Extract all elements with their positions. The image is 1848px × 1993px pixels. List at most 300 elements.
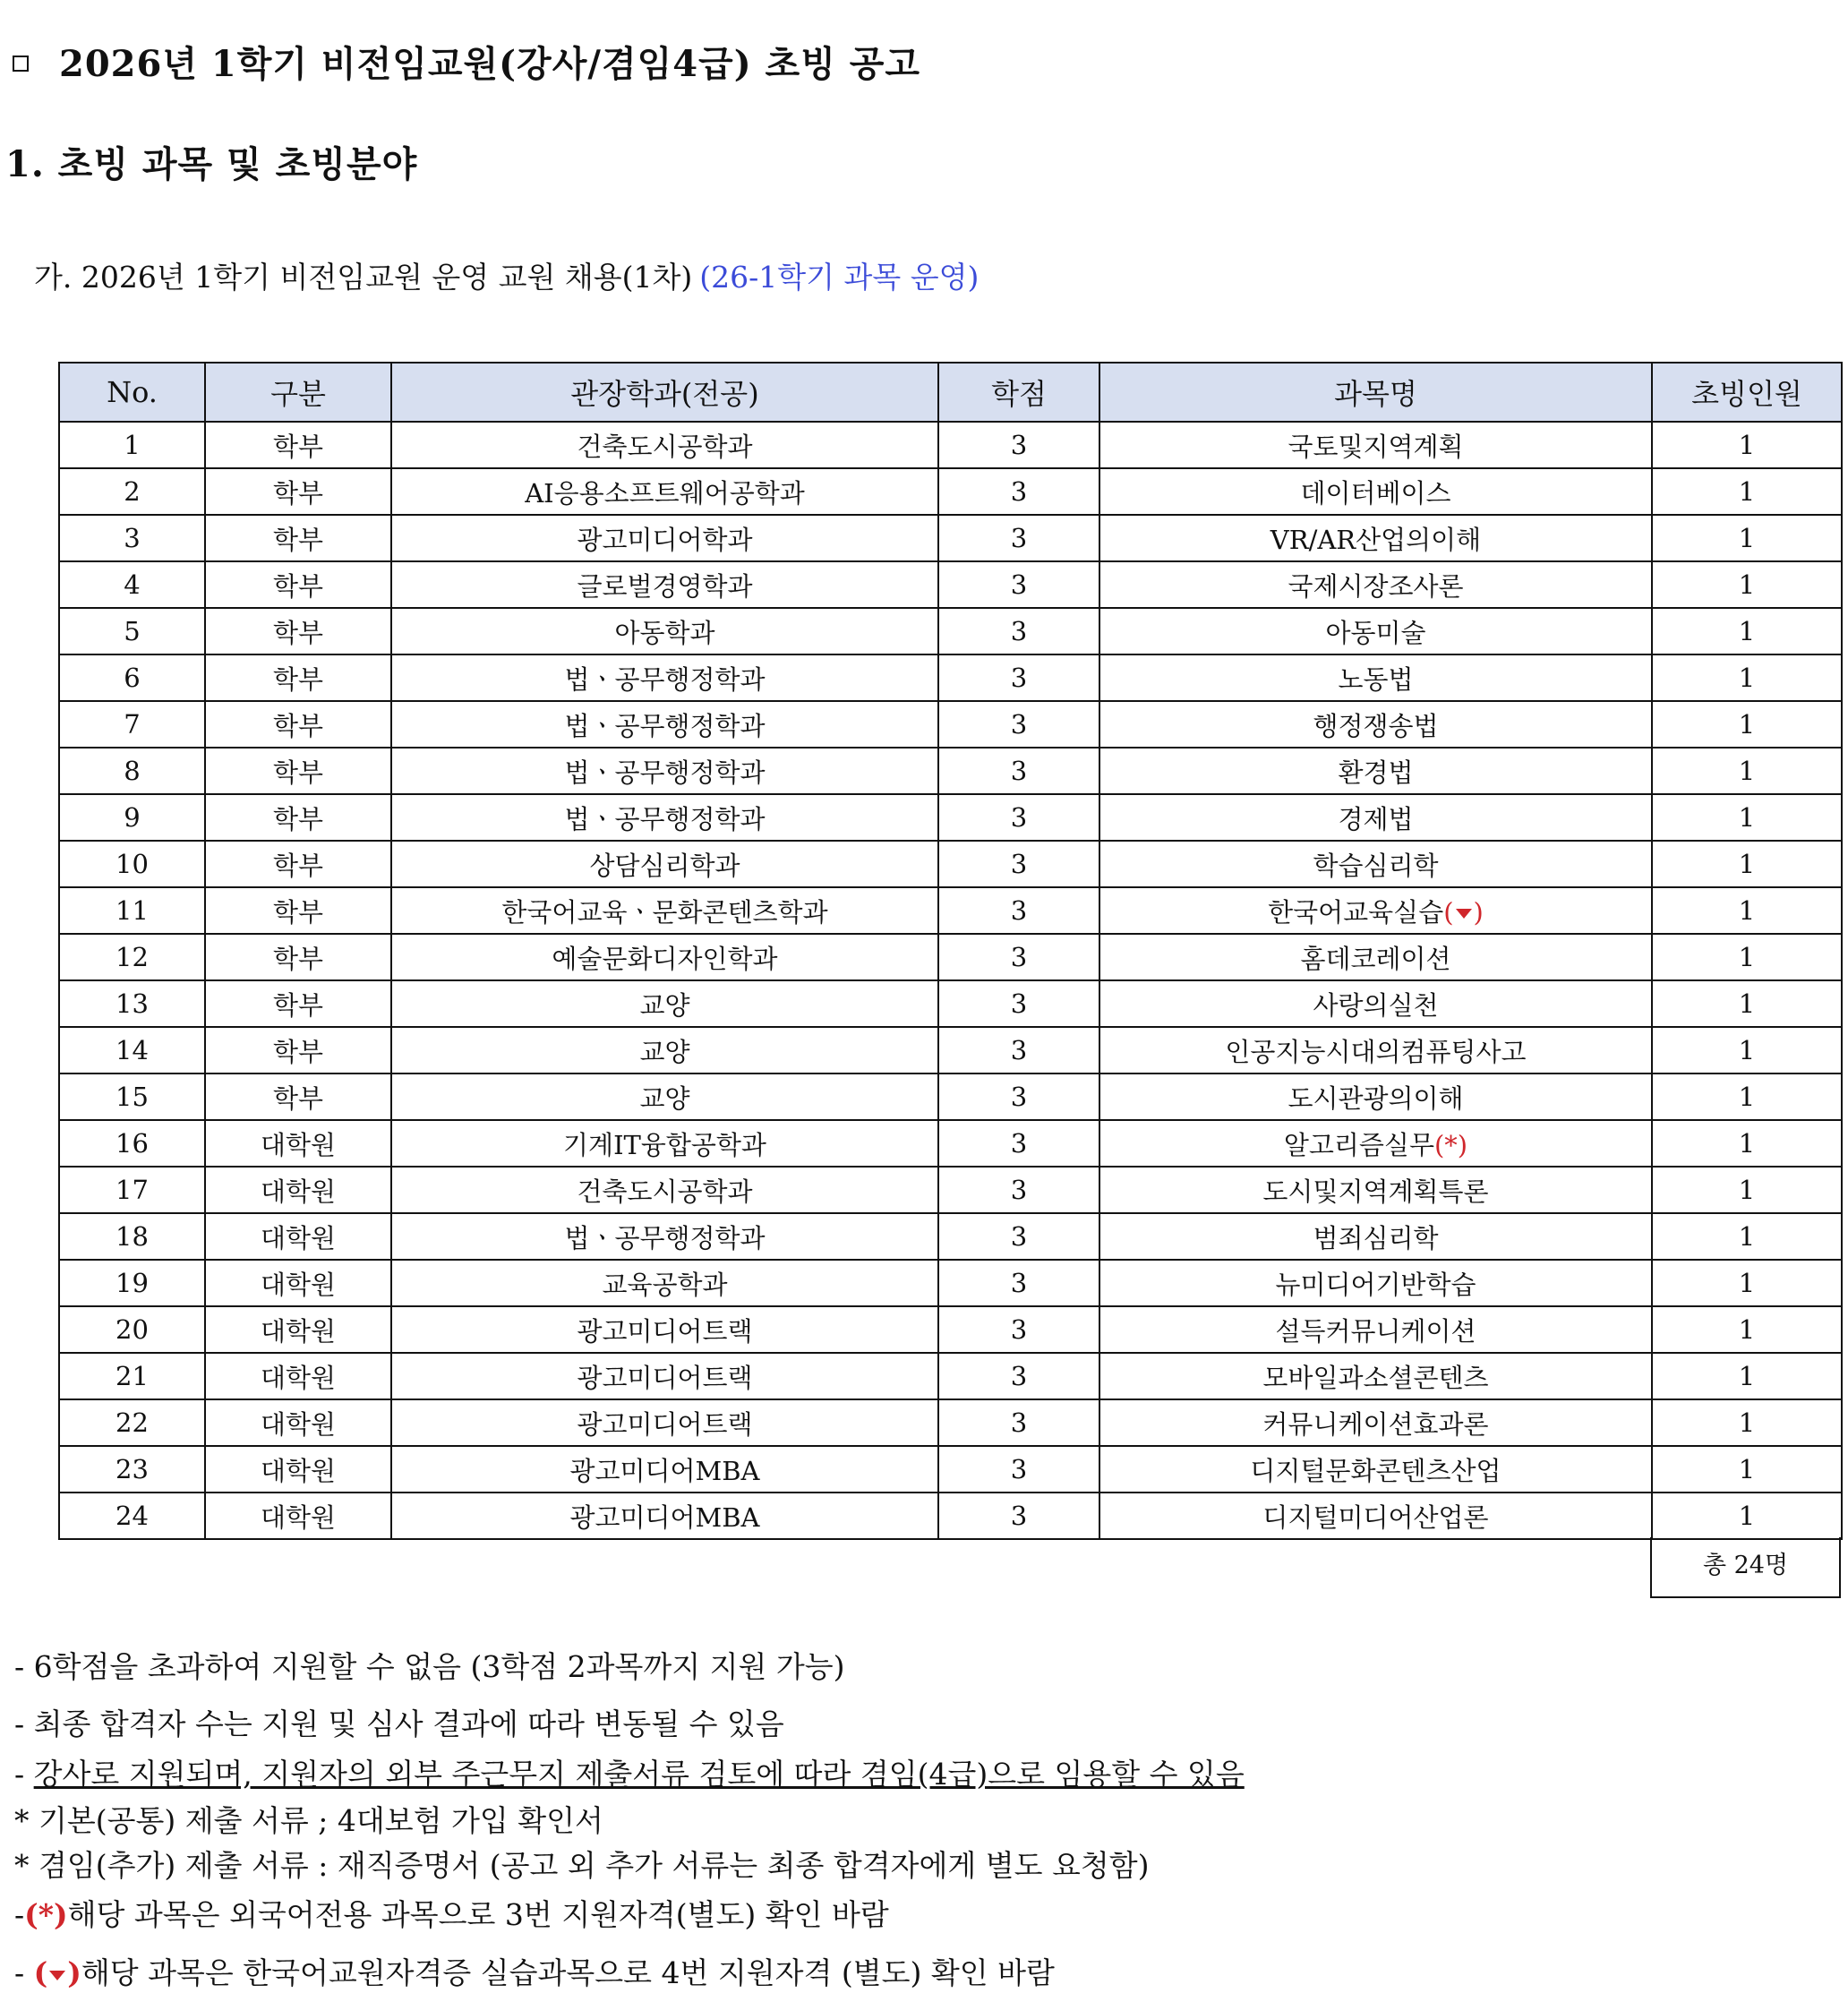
cell-count-text: 1	[1738, 849, 1756, 879]
cell-no-text: 15	[116, 1082, 149, 1112]
table-body	[59, 422, 1842, 1539]
cell-course-text: 범죄심리학	[1313, 1222, 1439, 1253]
cell-credit	[938, 748, 1099, 794]
cell-credit	[938, 468, 1099, 515]
cell-dept	[391, 1399, 938, 1446]
table-row	[59, 468, 1842, 515]
cell-no	[59, 1446, 205, 1493]
cell-dept-text: 한국어교육ㆍ문화콘텐츠학과	[501, 896, 828, 928]
cell-credit-text: 3	[1010, 523, 1028, 553]
cell-count-text: 1	[1738, 895, 1756, 926]
cell-credit-text: 3	[1010, 756, 1028, 786]
cell-count-text: 1	[1738, 1501, 1756, 1531]
cell-credit-text: 3	[1010, 942, 1028, 972]
cell-type-text: 대학원	[260, 1315, 337, 1347]
cell-type	[205, 561, 391, 608]
cell-dept-text: 법ㆍ공무행정학과	[564, 803, 766, 834]
cell-no	[59, 1306, 205, 1353]
cell-credit	[938, 561, 1099, 608]
square-bullet-icon	[13, 56, 29, 72]
cell-type	[205, 1120, 391, 1167]
cell-dept	[391, 1353, 938, 1399]
cell-credit-text: 3	[1010, 1221, 1028, 1252]
cell-dept-text: 교양	[639, 1036, 690, 1067]
cell-dept	[391, 561, 938, 608]
cell-dept	[391, 422, 938, 468]
cell-no-text: 18	[116, 1221, 149, 1252]
cell-count	[1652, 1120, 1842, 1167]
cell-count	[1652, 468, 1842, 515]
cell-count	[1652, 887, 1842, 934]
cell-type	[205, 980, 391, 1027]
cell-no-text: 21	[116, 1361, 149, 1391]
cell-dept-text: 광고미디어학과	[577, 524, 753, 555]
cell-credit	[938, 608, 1099, 654]
cell-credit	[938, 1120, 1099, 1167]
cell-credit	[938, 887, 1099, 934]
page-title-text: 2026년 1학기 비전임교원(강사/겸임4급) 초빙 공고	[59, 43, 921, 85]
cell-count-text: 1	[1738, 1268, 1756, 1298]
cell-type	[205, 1399, 391, 1446]
cell-type-text: 대학원	[260, 1455, 337, 1486]
cell-no-text: 23	[116, 1454, 149, 1484]
cell-course	[1099, 1306, 1652, 1353]
cell-dept	[391, 1493, 938, 1539]
cell-type	[205, 794, 391, 841]
triangle-mark: ( )	[1443, 896, 1484, 928]
cell-credit-text: 3	[1010, 430, 1028, 460]
header-type: 구분	[205, 363, 391, 422]
cell-type-text: 학부	[272, 1082, 324, 1114]
cell-no-text: 20	[116, 1314, 149, 1345]
cell-credit	[938, 1399, 1099, 1446]
cell-no	[59, 422, 205, 468]
cell-dept-text: 교양	[639, 989, 690, 1021]
triangle-down-icon	[1456, 909, 1472, 919]
subsection-title	[34, 254, 979, 296]
header-no: No.	[59, 363, 205, 422]
note-foreign-text: 해당 과목은 외국어전용 과목으로 3번 지원자격(별도) 확인 바람	[67, 1897, 889, 1932]
cell-no	[59, 794, 205, 841]
cell-credit	[938, 422, 1099, 468]
cell-course-text: 한국어교육실습	[1268, 896, 1444, 928]
cell-dept	[391, 748, 938, 794]
cell-credit-text: 3	[1010, 1035, 1028, 1065]
cell-count	[1652, 422, 1842, 468]
cell-type-text: 학부	[272, 757, 324, 788]
cell-course-text: 아동미술	[1325, 617, 1426, 648]
cell-no-text: 13	[116, 988, 149, 1019]
cell-course-text: 커뮤니케이션효과론	[1262, 1408, 1489, 1440]
cell-no-text: 11	[116, 895, 149, 926]
cell-type	[205, 1306, 391, 1353]
table-row	[59, 1167, 1842, 1213]
cell-type-text: 학부	[272, 943, 324, 974]
table-row	[59, 422, 1842, 468]
cell-course-text: VR/AR산업의이해	[1270, 524, 1482, 555]
cell-course-text: 뉴미디어기반학습	[1275, 1269, 1476, 1300]
cell-dept	[391, 1073, 938, 1120]
cell-type	[205, 515, 391, 561]
cell-count-text: 1	[1738, 1407, 1756, 1438]
cell-no	[59, 1073, 205, 1120]
cell-type	[205, 422, 391, 468]
page-title	[13, 36, 920, 87]
cell-credit	[938, 980, 1099, 1027]
cell-credit-text: 3	[1010, 1175, 1028, 1205]
cell-no-text: 7	[124, 709, 141, 740]
table-row	[59, 515, 1842, 561]
table-row	[59, 980, 1842, 1027]
cell-course	[1099, 1120, 1652, 1167]
cell-count-text: 1	[1738, 988, 1756, 1019]
cell-count	[1652, 654, 1842, 701]
cell-type-text: 대학원	[260, 1269, 337, 1300]
cell-type	[205, 701, 391, 748]
cell-course-text: 설득커뮤니케이션	[1275, 1315, 1476, 1347]
cell-type	[205, 934, 391, 980]
cell-type	[205, 1027, 391, 1073]
cell-dept-text: 법ㆍ공무행정학과	[564, 663, 766, 695]
cell-type	[205, 887, 391, 934]
table-row	[59, 1027, 1842, 1073]
cell-count	[1652, 1353, 1842, 1399]
cell-dept	[391, 887, 938, 934]
recruitment-table	[58, 362, 1843, 1540]
section-title: 1. 초빙 과목 및 초빙분야	[5, 143, 418, 185]
header-dept: 관장학과(전공)	[391, 363, 938, 422]
cell-type	[205, 1260, 391, 1306]
cell-count-text: 1	[1738, 1221, 1756, 1252]
cell-dept-text: 교양	[639, 1082, 690, 1114]
cell-count-text: 1	[1738, 569, 1756, 600]
cell-dept	[391, 1120, 938, 1167]
cell-dept	[391, 701, 938, 748]
cell-no	[59, 654, 205, 701]
cell-dept-text: 교육공학과	[602, 1269, 728, 1300]
cell-no	[59, 701, 205, 748]
cell-type-text: 학부	[272, 1036, 324, 1067]
note-adjunct-docs: * 겸임(추가) 제출 서류 : 재직증명서 (공고 외 추가 서류는 최종 합격자에게 별도 요청함)	[14, 1848, 1150, 1883]
cell-dept-text: 상담심리학과	[589, 850, 740, 881]
table-row	[59, 748, 1842, 794]
cell-credit-text: 3	[1010, 569, 1028, 600]
cell-type	[205, 1493, 391, 1539]
total-count: 총 24명	[1650, 1537, 1841, 1598]
cell-dept-text: 광고미디어트랙	[577, 1408, 753, 1440]
cell-dept-text: 법ㆍ공무행정학과	[564, 757, 766, 788]
cell-no-text: 8	[124, 756, 141, 786]
cell-credit	[938, 1353, 1099, 1399]
cell-type	[205, 654, 391, 701]
cell-dept	[391, 841, 938, 887]
cell-count-text: 1	[1738, 1128, 1756, 1159]
cell-no	[59, 1399, 205, 1446]
cell-dept	[391, 1446, 938, 1493]
cell-course-text: 행정쟁송법	[1313, 710, 1439, 741]
cell-course-text: 도시및지역계획특론	[1262, 1176, 1489, 1207]
cell-no-text: 9	[124, 802, 141, 833]
cell-dept-text: 예술문화디자인학과	[552, 943, 778, 974]
cell-count-text: 1	[1738, 942, 1756, 972]
cell-no-text: 19	[116, 1268, 149, 1298]
table-row	[59, 1073, 1842, 1120]
table-row	[59, 608, 1842, 654]
cell-course	[1099, 934, 1652, 980]
cell-type-text: 학부	[272, 570, 324, 602]
cell-course	[1099, 794, 1652, 841]
cell-count-text: 1	[1738, 1035, 1756, 1065]
table-row	[59, 841, 1842, 887]
cell-course	[1099, 841, 1652, 887]
cell-count-text: 1	[1738, 1361, 1756, 1391]
cell-course-text: 학습심리학	[1313, 850, 1439, 881]
cell-dept-text: 광고미디어MBA	[569, 1455, 760, 1486]
cell-course-text: 홈데코레이션	[1300, 943, 1451, 974]
cell-dept-text: 광고미디어트랙	[577, 1362, 753, 1393]
cell-no	[59, 841, 205, 887]
cell-count	[1652, 1027, 1842, 1073]
cell-type	[205, 1213, 391, 1260]
cell-dept-text: 법ㆍ공무행정학과	[564, 1222, 766, 1253]
table-row	[59, 794, 1842, 841]
table-row	[59, 1446, 1842, 1493]
table-row	[59, 1120, 1842, 1167]
cell-credit	[938, 1167, 1099, 1213]
table-row	[59, 1306, 1842, 1353]
cell-type	[205, 1446, 391, 1493]
cell-type	[205, 1353, 391, 1399]
cell-count-text: 1	[1738, 1314, 1756, 1345]
cell-credit-text: 3	[1010, 663, 1028, 693]
note-appointment	[14, 1757, 1245, 1792]
cell-credit	[938, 1027, 1099, 1073]
cell-type-text: 학부	[272, 803, 324, 834]
cell-no	[59, 980, 205, 1027]
cell-no	[59, 748, 205, 794]
cell-no	[59, 1493, 205, 1539]
header-course: 과목명	[1099, 363, 1652, 422]
note-appointment-text: 강사로 지원되며, 지원자의 외부 주근무지 제출서류 검토에 따라 겸임(4급)으로 임용할 수 있음	[33, 1757, 1245, 1792]
cell-no-text: 22	[116, 1407, 149, 1438]
cell-credit-text: 3	[1010, 849, 1028, 879]
cell-dept-text: 글로벌경영학과	[577, 570, 753, 602]
cell-count	[1652, 1073, 1842, 1120]
cell-no	[59, 887, 205, 934]
table-row	[59, 887, 1842, 934]
cell-dept	[391, 934, 938, 980]
cell-count-text: 1	[1738, 1454, 1756, 1484]
cell-credit-text: 3	[1010, 1268, 1028, 1298]
cell-credit	[938, 515, 1099, 561]
cell-credit-text: 3	[1010, 988, 1028, 1019]
cell-no-text: 3	[124, 523, 141, 553]
cell-type-text: 대학원	[260, 1222, 337, 1253]
cell-no-text: 12	[116, 942, 149, 972]
cell-no-text: 24	[116, 1501, 149, 1531]
cell-type	[205, 468, 391, 515]
cell-dept-text: 아동학과	[614, 617, 715, 648]
table-row	[59, 1260, 1842, 1306]
cell-credit-text: 3	[1010, 1454, 1028, 1484]
cell-credit-text: 3	[1010, 1082, 1028, 1112]
cell-credit-text: 3	[1010, 895, 1028, 926]
cell-type-text: 학부	[272, 989, 324, 1021]
cell-credit-text: 3	[1010, 476, 1028, 507]
cell-course-text: 경제법	[1338, 803, 1414, 834]
cell-course	[1099, 654, 1652, 701]
cell-course	[1099, 1399, 1652, 1446]
cell-course-text: 국제시장조사론	[1288, 570, 1464, 602]
cell-credit-text: 3	[1010, 1128, 1028, 1159]
cell-credit-text: 3	[1010, 802, 1028, 833]
triangle-down-icon	[49, 1971, 65, 1980]
cell-course-text: 알고리즘실무	[1283, 1129, 1434, 1160]
cell-count	[1652, 608, 1842, 654]
cell-no-text: 14	[116, 1035, 149, 1065]
cell-dept-text: 법ㆍ공무행정학과	[564, 710, 766, 741]
cell-dept	[391, 515, 938, 561]
cell-course	[1099, 1353, 1652, 1399]
cell-course-text: 데이터베이스	[1300, 477, 1451, 509]
table-header-row	[59, 363, 1842, 422]
cell-type-text: 학부	[272, 663, 324, 695]
cell-no-text: 16	[116, 1128, 149, 1159]
cell-credit	[938, 1073, 1099, 1120]
cell-dept	[391, 1260, 938, 1306]
cell-type-text: 대학원	[260, 1362, 337, 1393]
subsection-label: 가. 2026년 1학기 비전임교원 운영 교원 채용(1차)	[34, 260, 693, 295]
star-mark: (*)	[24, 1897, 68, 1932]
cell-course	[1099, 561, 1652, 608]
cell-credit	[938, 1260, 1099, 1306]
cell-course-text: 디지털문화콘텐츠산업	[1250, 1455, 1502, 1486]
cell-no-text: 2	[124, 476, 141, 507]
cell-no	[59, 1213, 205, 1260]
cell-count	[1652, 515, 1842, 561]
cell-dept-text: 건축도시공학과	[577, 431, 753, 462]
cell-count	[1652, 701, 1842, 748]
table-row	[59, 654, 1842, 701]
cell-course-text: 디지털미디어산업론	[1262, 1501, 1489, 1533]
cell-type-text: 대학원	[260, 1176, 337, 1207]
cell-course-text: 모바일과소셜콘텐츠	[1262, 1362, 1489, 1393]
cell-course-text: 인공지능시대의컴퓨팅사고	[1225, 1036, 1527, 1067]
cell-type	[205, 1073, 391, 1120]
cell-course	[1099, 701, 1652, 748]
cell-count	[1652, 1446, 1842, 1493]
cell-no	[59, 515, 205, 561]
cell-count	[1652, 934, 1842, 980]
cell-no	[59, 1353, 205, 1399]
cell-course-text: 환경법	[1338, 757, 1414, 788]
star-mark: (*)	[1433, 1129, 1468, 1160]
cell-count-text: 1	[1738, 802, 1756, 833]
cell-dept	[391, 980, 938, 1027]
cell-course	[1099, 608, 1652, 654]
cell-no	[59, 934, 205, 980]
table-row	[59, 561, 1842, 608]
cell-type-text: 대학원	[260, 1129, 337, 1160]
cell-count-text: 1	[1738, 663, 1756, 693]
table-row	[59, 934, 1842, 980]
cell-no-text: 6	[124, 663, 141, 693]
cell-dept	[391, 1213, 938, 1260]
cell-count-text: 1	[1738, 756, 1756, 786]
note-korean-teacher	[14, 1955, 1055, 1990]
cell-type-text: 학부	[272, 710, 324, 741]
table-row	[59, 1399, 1842, 1446]
table-row	[59, 1353, 1842, 1399]
cell-no-text: 10	[116, 849, 149, 879]
cell-course	[1099, 1446, 1652, 1493]
cell-count	[1652, 1493, 1842, 1539]
cell-credit-text: 3	[1010, 1407, 1028, 1438]
cell-course	[1099, 1073, 1652, 1120]
cell-course-text: 사랑의실천	[1313, 989, 1439, 1021]
cell-type	[205, 1167, 391, 1213]
cell-no	[59, 1120, 205, 1167]
note-final-count: - 최종 합격자 수는 지원 및 심사 결과에 따라 변동될 수 있음	[14, 1706, 784, 1741]
cell-count-text: 1	[1738, 1082, 1756, 1112]
cell-no-text: 5	[124, 616, 141, 646]
cell-credit	[938, 1446, 1099, 1493]
cell-dept-text: 광고미디어MBA	[569, 1501, 760, 1533]
cell-type	[205, 841, 391, 887]
cell-type	[205, 748, 391, 794]
cell-course	[1099, 887, 1652, 934]
cell-dept	[391, 1027, 938, 1073]
cell-dept	[391, 1167, 938, 1213]
cell-count	[1652, 1213, 1842, 1260]
note-appointment-prefix: -	[14, 1757, 34, 1792]
cell-credit-text: 3	[1010, 1361, 1028, 1391]
note-korean-prefix: -	[14, 1955, 34, 1990]
cell-dept	[391, 468, 938, 515]
cell-count	[1652, 841, 1842, 887]
cell-credit	[938, 1306, 1099, 1353]
cell-type-text: 학부	[272, 617, 324, 648]
note-common-docs: * 기본(공통) 제출 서류 ; 4대보험 가입 확인서	[14, 1803, 603, 1838]
cell-credit	[938, 841, 1099, 887]
cell-course	[1099, 422, 1652, 468]
subsection-note: (26-1학기 과목 운영)	[699, 260, 980, 295]
cell-count-text: 1	[1738, 709, 1756, 740]
cell-dept-text: 광고미디어트랙	[577, 1315, 753, 1347]
table-row	[59, 701, 1842, 748]
cell-credit-text: 3	[1010, 1314, 1028, 1345]
cell-course	[1099, 1260, 1652, 1306]
cell-course-text: 국토및지역계획	[1288, 431, 1464, 462]
cell-no-text: 4	[124, 569, 141, 600]
table-row	[59, 1213, 1842, 1260]
cell-course	[1099, 1493, 1652, 1539]
cell-credit	[938, 1213, 1099, 1260]
cell-course	[1099, 980, 1652, 1027]
cell-count-text: 1	[1738, 1175, 1756, 1205]
note-korean-text: 해당 과목은 한국어교원자격증 실습과목으로 4번 지원자격 (별도) 확인 바람	[81, 1955, 1055, 1990]
cell-type-text: 학부	[272, 896, 324, 928]
cell-course	[1099, 1167, 1652, 1213]
cell-dept	[391, 608, 938, 654]
cell-count	[1652, 1260, 1842, 1306]
note-foreign-prefix: -	[14, 1897, 25, 1932]
cell-no	[59, 1027, 205, 1073]
cell-type	[205, 608, 391, 654]
cell-no	[59, 1260, 205, 1306]
cell-type-text: 학부	[272, 850, 324, 881]
cell-type-text: 학부	[272, 431, 324, 462]
